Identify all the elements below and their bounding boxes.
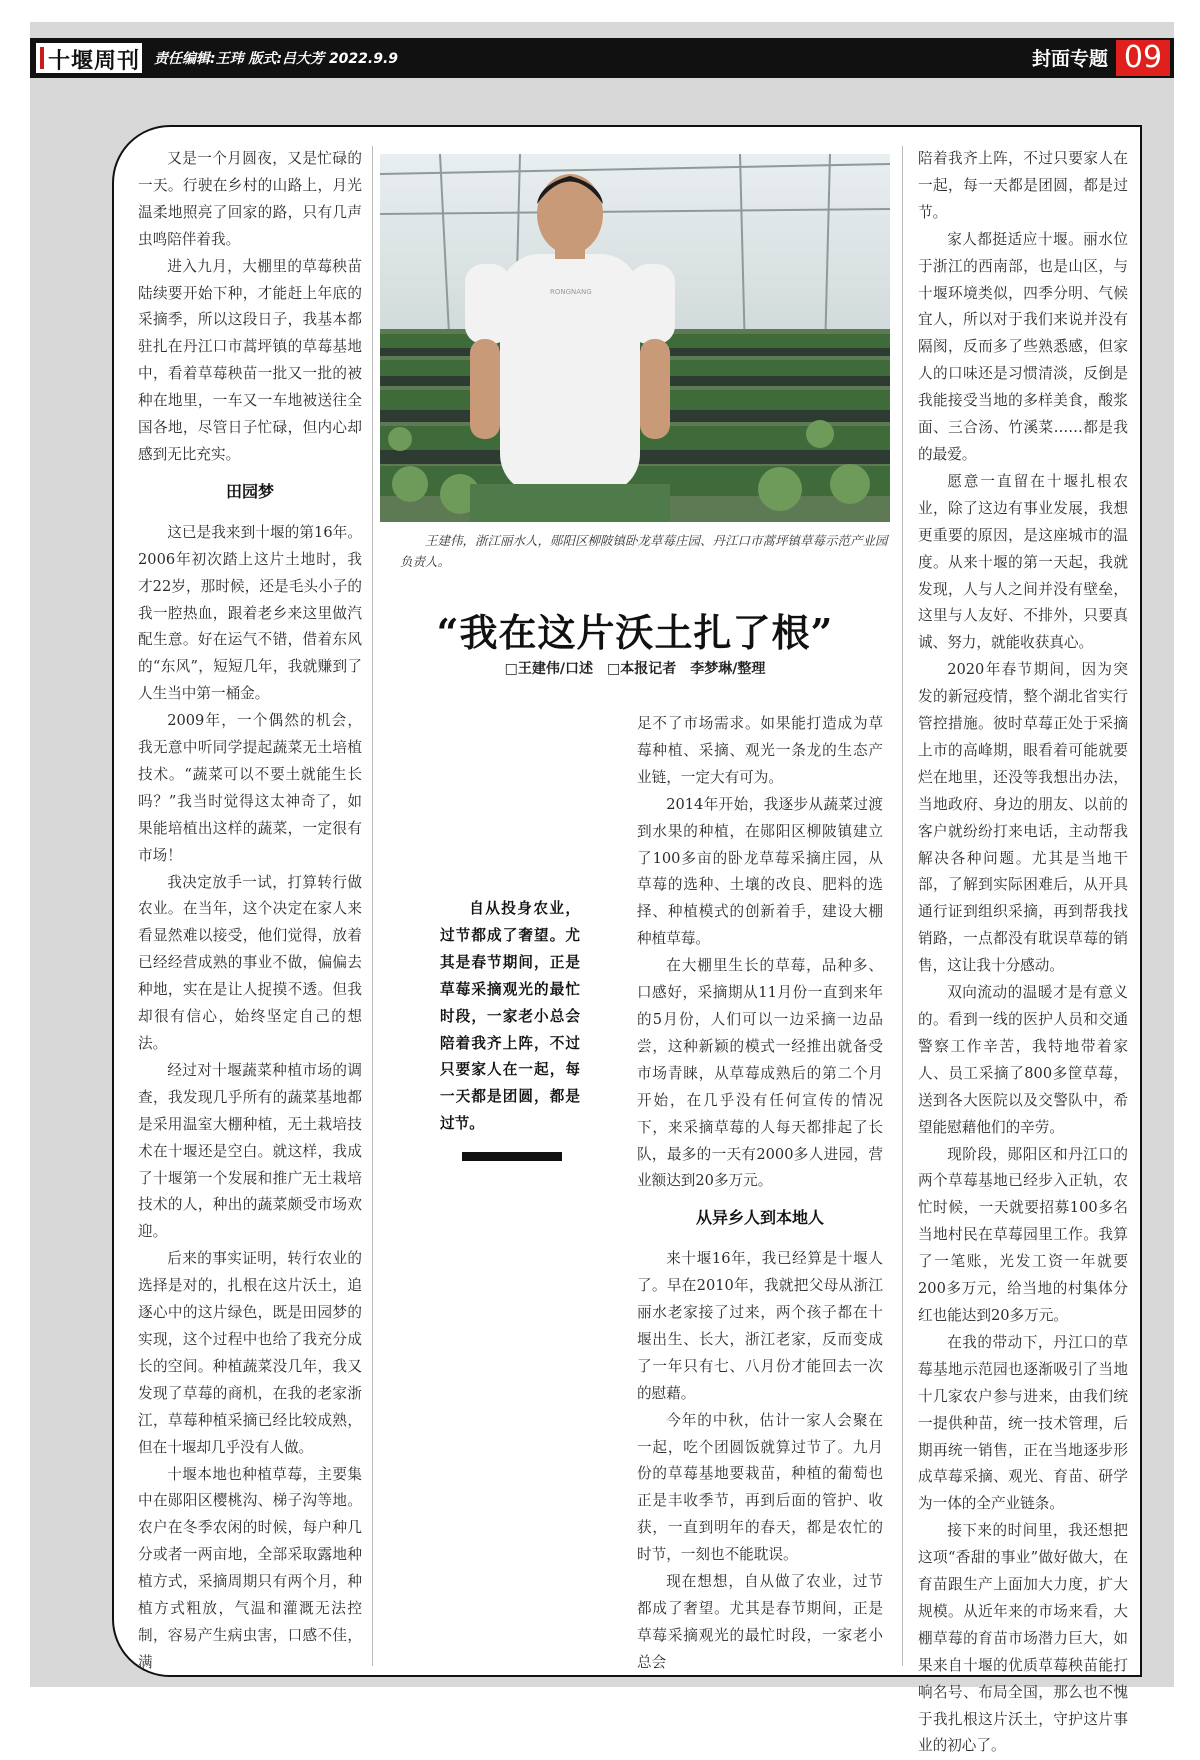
paragraph: 十堰本地也种植草莓，主要集中在郧阳区樱桃沟、梯子沟等地。农户在冬季农闲的时候，每户种几分或者一两亩地，全部采取露地种植方式，采摘周期只有两个月，种植方式粗放，气温和灌溉无法控制，容易产生病虫害，口感不佳，满: [138, 1465, 362, 1671]
paragraph: 愿意一直留在十堰扎根农业，除了这边有事业发展，我想更重要的原因，是这座城市的温度。从来十堰的第一天起，我就发现，人与人之间并没有壁垒，这里与人友好、不排外，只要真诚、努力，就能收获真心。: [918, 472, 1128, 652]
column-divider: [372, 146, 373, 1666]
paragraph: 2009年，一个偶然的机会，我无意中听同学提起蔬菜无土培植技术。“蔬菜可以不要土就能生长吗？”我当时觉得这太神奇了，如果能培植出这样的蔬菜，一定很有市场！: [138, 712, 362, 864]
article-byline: □王建伟/口述 □本报记者 李梦琳/整理: [504, 661, 766, 677]
portrait-photo: [380, 154, 890, 522]
masthead-logo: [34, 41, 144, 75]
paragraph: 2020年春节期间，因为突发的新冠疫情，整个湖北省实行管控措施。彼时草莓正处于采摘上市的高峰期，眼看着可能就要烂在地里，还没等我想出办法，当地政府、身边的朋友、以前的客户就纷纷打来电话，主动帮我解决各种问题。尤其是当地干部，了解到实际困难后，从开具通行证到组织采摘，再到帮我找销路，一点都没有耽误草莓的销售，这让我十分感动。: [918, 661, 1128, 975]
pull-quote-bar: [462, 1152, 562, 1161]
page-header: [30, 38, 1174, 78]
paragraph: 现在想想，自从做了农业，过节都成了奢望。尤其是春节期间，正是草莓采摘观光的最忙时段，一家老小总会: [637, 1573, 883, 1671]
section-heading: 从异乡人到本地人: [695, 1208, 824, 1228]
paragraph: 在大棚里生长的草莓，品种多、口感好，采摘期从11月份一直到来年的5月份，人们可以一边采摘一边品尝，这种新颖的模式一经推出就备受市场青睐，从草莓成熟后的第二个月开始，在几乎没有任何宣传的情况下，来采摘草莓的人每天都排起了长队，最多的一天有2000多人进园，营业额达到20多万元。: [637, 957, 883, 1190]
page-number: 09: [1116, 40, 1170, 76]
paragraph: 在我的带动下，丹江口的草莓基地示范园也逐渐吸引了当地十几家农户参与进来，由我们统一提供种苗，统一技术管理，后期再统一销售，正在当地逐步形成草莓采摘、观光、育苗、研学为一体的全产业链条。: [918, 1333, 1128, 1513]
editor-credits: 责任编辑:王玮 版式:吕大芳 2022.9.9: [154, 51, 399, 67]
paragraph: 经过对十堰蔬菜种植市场的调查，我发现几乎所有的蔬菜基地都是采用温室大棚种植，无土栽培技术在十堰还是空白。就这样，我成了十堰第一个发展和推广无土栽培技术的人，种出的蔬菜颇受市场欢迎。: [138, 1061, 362, 1241]
paragraph: 陪着我齐上阵，不过只要家人在一起，每一天都是团圆，都是过节。: [918, 150, 1128, 221]
masthead-title: 十堰周刊: [48, 48, 141, 74]
column-divider: [902, 146, 903, 1666]
text-column-1: [138, 146, 362, 1677]
greenhouse-photo-illustration: [380, 154, 890, 522]
paragraph: 现阶段，郧阳区和丹江口的两个草莓基地已经步入正轨，农忙时候，一天就要招募100多名当地村民在草莓园里工作。我算了一笔账，光发工资一年就要200多万元，给当地的村集体分红也能达到20多万元。: [918, 1145, 1128, 1324]
shirt-print: RONGNANG: [550, 288, 592, 296]
paragraph: 这已是我来到十堰的第16年。2006年初次踏上这片土地时，我才22岁，那时候，还是毛头小子的我一腔热血，跟着老乡来这里做汽配生意。好在运气不错，借着东风的“东风”，短短几年，我就赚到了人生当中第一桶金。: [138, 523, 362, 703]
pull-quote: 自从投身农业，过节都成了奢望。尤其是春节期间，正是草莓采摘观光的最忙时段，一家老小总会陪着我齐上阵，不过只要家人在一起，每一天都是团圆，都是过节。: [440, 900, 580, 1133]
paragraph: 进入九月，大棚里的草莓秧苗陆续要开始下种，才能赶上年底的采摘季，所以这段日子，我基本都驻扎在丹江口市蒿坪镇的草莓基地中，看着草莓秧苗一批又一批的被种在地里，一车又一车地被送往全国各地，尽管日子忙碌，但内心却感到无比充实。: [138, 257, 362, 463]
section-heading: 田园梦: [225, 481, 274, 501]
article-title: “我在这片沃土扎了根”: [436, 610, 834, 655]
text-column-3: [637, 711, 883, 1677]
paragraph: 2014年开始，我逐步从蔬菜过渡到水果的种植，在郧阳区柳陂镇建立了100多亩的卧龙草莓采摘庄园，从草莓的选种、土壤的改良、肥料的选择、种植模式的创新着手，建设大棚种植草莓。: [637, 795, 883, 948]
paragraph: 又是一个月圆夜，又是忙碌的一天。行驶在乡村的山路上，月光温柔地照亮了回家的路，只有几声虫鸣陪伴着我。: [138, 150, 362, 248]
photo-caption: 王建伟，浙江丽水人，郧阳区柳陂镇卧龙草莓庄园、丹江口市蒿坪镇草莓示范产业园负责人。: [400, 533, 888, 569]
paragraph: 今年的中秋，估计一家人会聚在一起，吃个团圆饭就算过节了。九月份的草莓基地要栽苗，种植的葡萄也正是丰收季节，再到后面的管护、收获，一直到明年的春天，都是农忙的时节，一刻也不能耽误。: [637, 1411, 883, 1564]
paragraph: 双向流动的温暖才是有意义的。看到一线的医护人员和交通警察工作辛苦，我特地带着家人、员工采摘了800多筐草莓，送到各大医院以及交警队中，希望能慰藉他们的辛劳。: [918, 984, 1128, 1136]
paragraph: 足不了市场需求。如果能打造成为草莓种植、采摘、观光一条龙的生态产业链，一定大有可为。: [637, 715, 883, 786]
paragraph: 来十堰16年，我已经算是十堰人了。早在2010年，我就把父母从浙江丽水老家接了过来，两个孩子都在十堰出生、长大，浙江老家，反而变成了一年只有七、八月份才能回去一次的慰藉。: [637, 1250, 883, 1402]
paragraph: 我决定放手一试，打算转行做农业。在当年，这个决定在家人来看显然难以接受，他们觉得，放着已经经营成熟的事业不做，偏偏去种地，实在是让人捉摸不透。但我却很有信心，始终坚定自己的想法。: [138, 873, 362, 1052]
paragraph: 家人都挺适应十堰。丽水位于浙江的西南部，也是山区，与十堰环境类似，四季分明、气候宜人，所以对于我们来说并没有隔阂，反而多了些熟悉感，但家人的口味还是习惯清淡，反倒是我能接受当地的多样美食，酸浆面、三合汤、竹溪菜……都是我的最爱。: [918, 230, 1128, 463]
paragraph: 接下来的时间里，我还想把这项“香甜的事业”做好做大，在育苗跟生产上面加大力度，扩大规模。从近年来的市场来看，大棚草莓的育苗市场潜力巨大，如果来自十堰的优质草莓秧苗能打响名号、布局全国，那么也不愧于我扎根这片沃土，守护这片事业的初心了。: [918, 1522, 1128, 1755]
masthead-stripe: [40, 47, 44, 69]
text-column-4: [918, 146, 1128, 1760]
paragraph: 后来的事实证明，转行农业的选择是对的，扎根在这片沃土，追逐心中的这片绿色，既是田园梦的实现，这个过程中也给了我充分成长的空间。种植蔬菜没几年，我又发现了草莓的商机，在我的老家浙江，草莓种植采摘已经比较成熟，但在十堰却几乎没有人做。: [138, 1250, 362, 1456]
section-title: 封面专题: [1031, 48, 1108, 70]
